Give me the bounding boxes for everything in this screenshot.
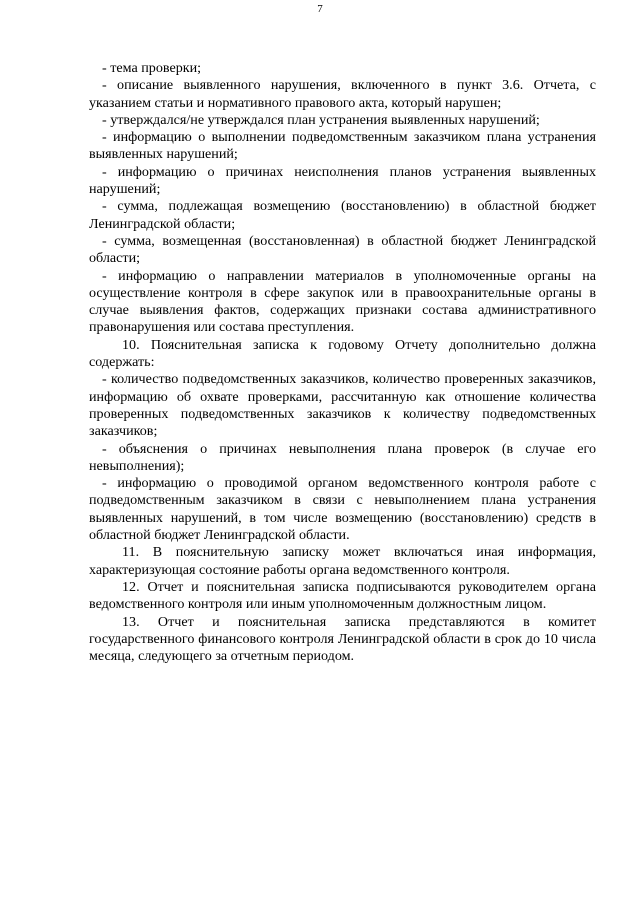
- paragraph-item: - количество подведомственных заказчиков, количество проверенных заказчиков, информацию об охвате проверками, рассчитанную как отношение количества проверенных подведомственных заказчиков к количеству подведомственных заказчиков;: [89, 371, 596, 440]
- paragraph-item: - сумма, возмещенная (восстановленная) в областной бюджет Ленинградской области;: [89, 232, 596, 267]
- numbered-paragraph: 10. Пояснительная записка к годовому Отчету дополнительно должна содержать:: [89, 336, 596, 371]
- paragraph-item: - информацию о причинах неисполнения планов устранения выявленных нарушений;: [89, 163, 596, 198]
- numbered-paragraph: 13. Отчет и пояснительная записка представляются в комитет государственного финансового контроля Ленинградской области в срок до 10 числа месяца, следующего за отчетным периодом.: [89, 613, 596, 665]
- numbered-paragraph: 12. Отчет и пояснительная записка подписываются руководителем органа ведомственного контроля или иным уполномоченным должностным лицом.: [89, 578, 596, 613]
- paragraph-item: - информацию о направлении материалов в уполномоченные органы на осуществление контроля в сфере закупок или в правоохранительные органы в случае выявления фактов, содержащих признаки состава административного правонарушения или состава преступления.: [89, 267, 596, 336]
- paragraph-item: - информацию о выполнении подведомственным заказчиком плана устранения выявленных нарушений;: [89, 129, 596, 163]
- paragraph-item: - сумма, подлежащая возмещению (восстановлению) в областной бюджет Ленинградской области;: [89, 198, 596, 232]
- paragraph-item: - утверждался/не утверждался план устранения выявленных нарушений;: [102, 111, 540, 128]
- document-body: [89, 60, 596, 665]
- paragraph-item: - объяснения о причинах невыполнения плана проверок (в случае его невыполнения);: [89, 440, 596, 474]
- paragraph-item: - описание выявленного нарушения, включенного в пункт 3.6. Отчета, с указанием статьи и нормативного правового акта, который нарушен;: [89, 77, 596, 111]
- paragraph-item: - тема проверки;: [102, 60, 202, 76]
- page-number: 7: [317, 3, 323, 15]
- numbered-paragraph: 11. В пояснительную записку может включаться иная информация, характеризующая состояние работы органа ведомственного контроля.: [89, 544, 596, 578]
- paragraph-item: - информацию о проводимой органом ведомственного контроля работе с подведомственным заказчиком в связи с невыполнением плана устранения выявленных нарушений, в том числе возмещению (восстановлению) средств в областной бюджет Ленинградской области.: [89, 475, 596, 544]
